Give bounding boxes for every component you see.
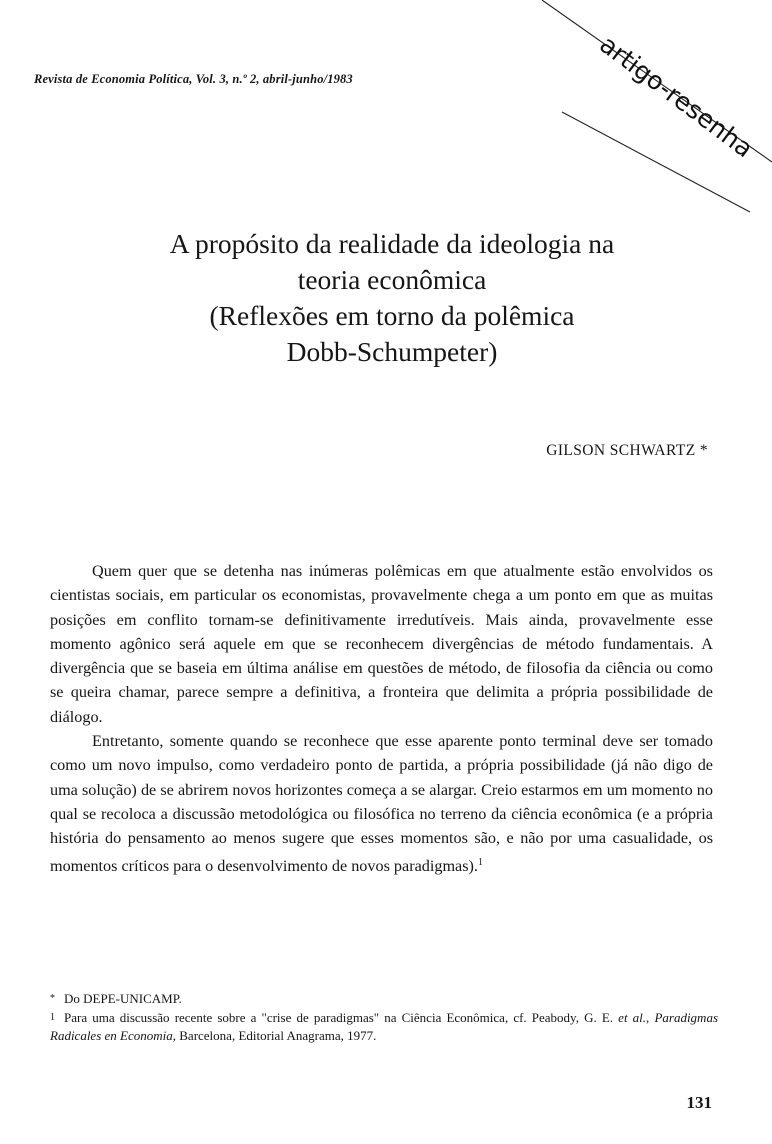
body-paragraph [50,559,713,729]
footnotes [50,990,718,1046]
footnote-book-title: Paradigmas Radicales en Economia [50,1009,718,1043]
journal-header: Revista de Economia Política, Vol. 3, n.º 2, abril-junho/1983 [34,72,353,86]
footnote-text: , [646,1009,655,1025]
footnote-mark: * [50,993,55,1004]
section-tag-banner [0,0,772,230]
footnote-reference: 1 [477,856,483,868]
page-number: 131 [686,1093,712,1112]
title-line: Dobb-Schumpeter) [286,336,498,367]
title-line: teoria econômica [297,264,487,295]
footnote-mark: 1 [50,1011,55,1023]
footnote-text: Para uma discussão recente sobre a "crise de paradigmas" na Ciência Econômica, cf. Peabody, G. E. [64,1009,619,1025]
paragraph-text: Entretanto, somente quando se reconhece que esse aparente ponto terminal deve ser tomado como um novo impulso, como verdadeiro ponto de partida, a própria possibilidade (já não digo de uma solução) de se abrirem novos horizontes começa a se alargar. Creio estarmos em um momento no qual se recoloca a discussão metodológica ou filosófica no terreno da ciência econômica (e a própria história do pensamento ao menos sugere que esses momentos são, e não por uma casualidade, os momentos críticos para o desenvolvimento de novos paradigmas). [50,732,713,875]
footnote-text: Do DEPE-UNICAMP. [64,991,182,1006]
section-tag-label: artigo-resenha [594,29,759,164]
footnote-item [50,1009,718,1046]
article-body [50,559,713,878]
title-line: A propósito da realidade da ideologia na [169,228,615,259]
title-line: (Reflexões em torno da polêmica [209,300,575,331]
paragraph-text: Quem quer que se detenha nas inúmeras polêmicas em que atualmente estão envolvidos os cientistas sociais, em particular os economistas, provavelmente chega a um ponto em que as muitas posições em conflito tornam-se definitivamente irredutíveis. Mais ainda, provavelmente esse momento agônico será aquele em que se reconhecem divergências de método fundamentais. A divergência que se baseia em última análise em questões de método, de filosofia da ciência ou como se queira chamar, parece sempre a definitiva, a fronteira que delimita a própria possibilidade de diálogo. [50,562,713,726]
body-paragraph [50,729,713,878]
footnote-item [50,990,718,1009]
footnote-text: , Barcelona, Editorial Anagrama, 1977. [172,1028,377,1043]
article-title [60,226,724,370]
author-byline: GILSON SCHWARTZ * [546,442,708,459]
footnote-italic: et al. [618,1009,647,1025]
